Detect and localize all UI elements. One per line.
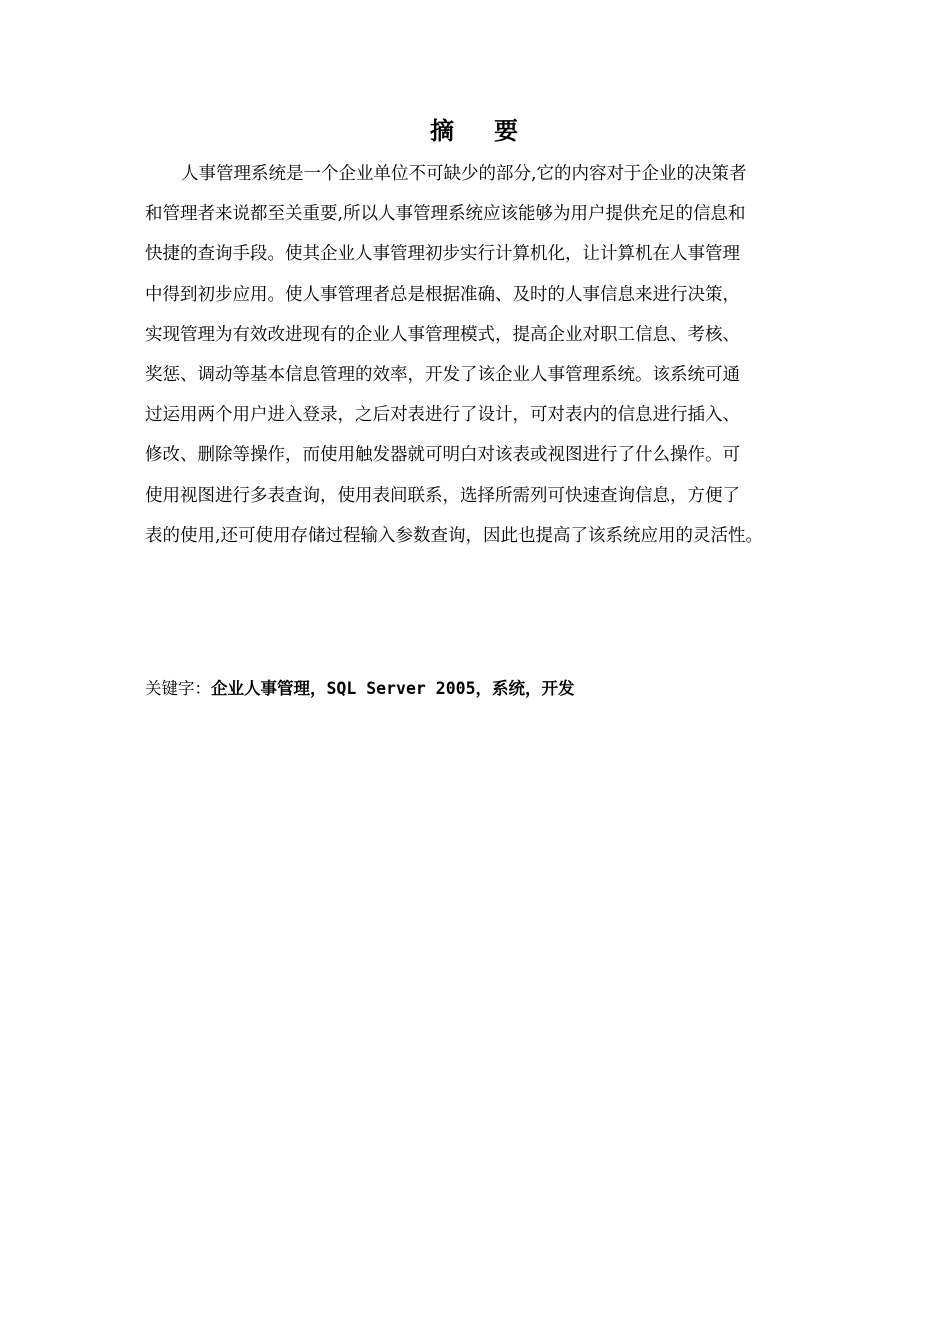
abstract-line-3: 快捷的查询手段。使其企业人事管理初步实行计算机化，让计算机在人事管理 [145, 244, 740, 265]
abstract-line-7: 过运用两个用户进入登录，之后对表进行了设计，可对表内的信息进行插入、 [145, 405, 740, 426]
abstract-line-8: 修改、删除等操作，而使用触发器就可明白对该表或视图进行了什么操作。可 [145, 445, 740, 466]
abstract-line-9: 使用视图进行多表查询，使用表间联系，选择所需列可快速查询信息，方便了 [145, 485, 740, 506]
abstract-title-char-1: 摘 [430, 117, 456, 145]
abstract-title-char-2: 要 [494, 117, 520, 145]
abstract-line-4: 中得到初步应用。使人事管理者总是根据准确、及时的人事信息来进行决策， [145, 284, 740, 305]
abstract-line-5: 实现管理为有效改进现有的企业人事管理模式，提高企业对职工信息、考核、 [145, 324, 740, 345]
abstract-line-10: 表的使用,还可使用存储过程输入参数查询，因此也提高了该系统应用的灵活性。 [145, 525, 764, 546]
abstract-body [145, 154, 825, 556]
keywords-terms: 企业人事管理，SQL Server 2005，系统，开发 [211, 679, 575, 698]
abstract-title [0, 114, 950, 148]
keywords-line [145, 676, 575, 702]
abstract-line-1 [145, 154, 825, 194]
abstract-line-1-text: 人事管理系统是一个企业单位不可缺少的部分,它的内容对于企业的决策者 [181, 164, 747, 184]
abstract-line-2: 和管理者来说都至关重要,所以人事管理系统应该能够为用户提供充足的信息和 [145, 204, 746, 225]
abstract-line-6: 奖惩、调动等基本信息管理的效率，开发了该企业人事管理系统。该系统可通 [145, 364, 740, 385]
keywords-label: 关键字： [145, 679, 211, 698]
